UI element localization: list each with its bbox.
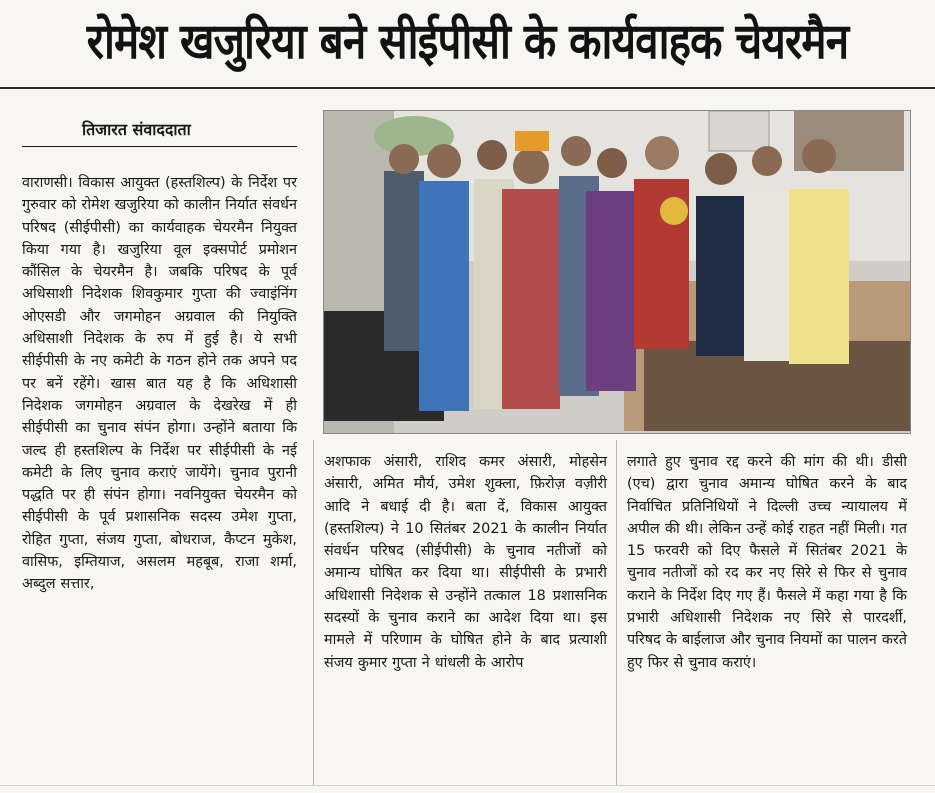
- column-divider-2: [616, 440, 617, 785]
- byline-rule: [22, 146, 297, 147]
- article-column-2: [324, 451, 607, 674]
- column-2-text: अशफाक अंसारी, राशिद कमर अंसारी, मोहसेन अंसारी, अमित मौर्य, उमेश शुक्ला, फ़िरोज़ वज़ीरी आदि ने बधाई दी है। बता दें, विकास आयुक्त (हस्तशिल्प) ने 10 सितंबर 2021 के कालीन निर्यात संवर्धन परिषद (सीईपीसी) के चुनाव नतीजों को अमान्य घोषित कर दिया था। सीईपीसी के प्रभारी अधिशासी निदेशक से उन्होंने तत्काल 18 प्रशासनिक सदस्यों के चुनाव कराने का आदेश दिया था। इस मामले में परिणाम के घोषित होने के बाद प्रत्याशी संजय कुमार गुप्ता ने धांधली के आरोप: [324, 454, 607, 671]
- article-column-1: [22, 172, 297, 596]
- group-photo: [323, 110, 911, 434]
- column-3-text: लगाते हुए चुनाव रद्द करने की मांग की थी। डीसी (एच) द्वारा चुनाव अमान्य घोषित करने के बाद निर्वाचित प्रतिनिधियों ने दिल्ली उच्च न्यायालय में अपील की थी। लेकिन उन्हें कोई राहत नहीं मिली। गत 15 फरवरी को दिए फैसले में सितंबर 2021 के चुनाव नतीजों को रद कर नए सिरे से फिर से चुनाव कराने के निर्देश दिए गए हैं। फैसले में कहा गया है कि प्रभारी अधिशासी निदेशक नए सिरे से पारदर्शी, परिषद के बाईलाज और चुनाव नियमों का पालन करते हुए फिर से चुनाव कराएं।: [627, 454, 907, 671]
- byline: तिजारत संवाददाता: [82, 120, 191, 139]
- article-column-3: [627, 451, 907, 674]
- headline-rule: [0, 87, 935, 89]
- headline: रोमेश खजुरिया बने सीईपीसी के कार्यवाहक चेयरमैन: [86, 13, 849, 70]
- page-bottom-rule: [0, 785, 935, 786]
- photo-illustration: [324, 111, 910, 433]
- column-1-text: वाराणसी। विकास आयुक्त (हस्तशिल्प) के निर्देश पर गुरुवार को रोमेश खजुरिया को कालीन निर्यात संवर्धन परिषद (सीईपीसी) का कार्यवाहक चेयरमैन नियुक्त किया गया है। खजुरिया वूल इक्सपोर्ट प्रमोशन कौंसिल के चेयरमैन है। जबकि परिषद के पूर्व अधिसाशी निदेशक शिवकुमार गुप्ता की ज्वाइंनिंग ओएसडी और जगमोहन अग्रवाल की नियुक्ति अधिसाशी निदेशक के रुप में हुई है। ये सभी सीईपीसी के नए कमेटी के गठन होने तक अपने पद पर बनें रहेंगे। खास बात यह है कि अधिशासी निदेशक जगमोहन अग्रवाल के देखरेख में ही सीईपीसी का चुनाव संपंन होगा। उन्होंने बताया कि जल्द ही हस्तशिल्प के निर्देश पर सीईपीसी के नई कमेटी के लिए चुनाव कराएं जायेंगे। चुनाव पुरानी पद्धति पर ही संपंन होगा। नवनियुक्त चेयरमैन को सीईपीसी के पूर्व प्रशासनिक सदस्य उमेश गुप्ता, रोहित गुप्ता, संजय गुप्ता, बोधराज, कैप्टन मुकेश, वासिफ, इम्तियाज, असलम महबूब, राजा शर्मा, अब्दुल सत्तार,: [22, 175, 297, 593]
- column-divider-1: [313, 440, 314, 785]
